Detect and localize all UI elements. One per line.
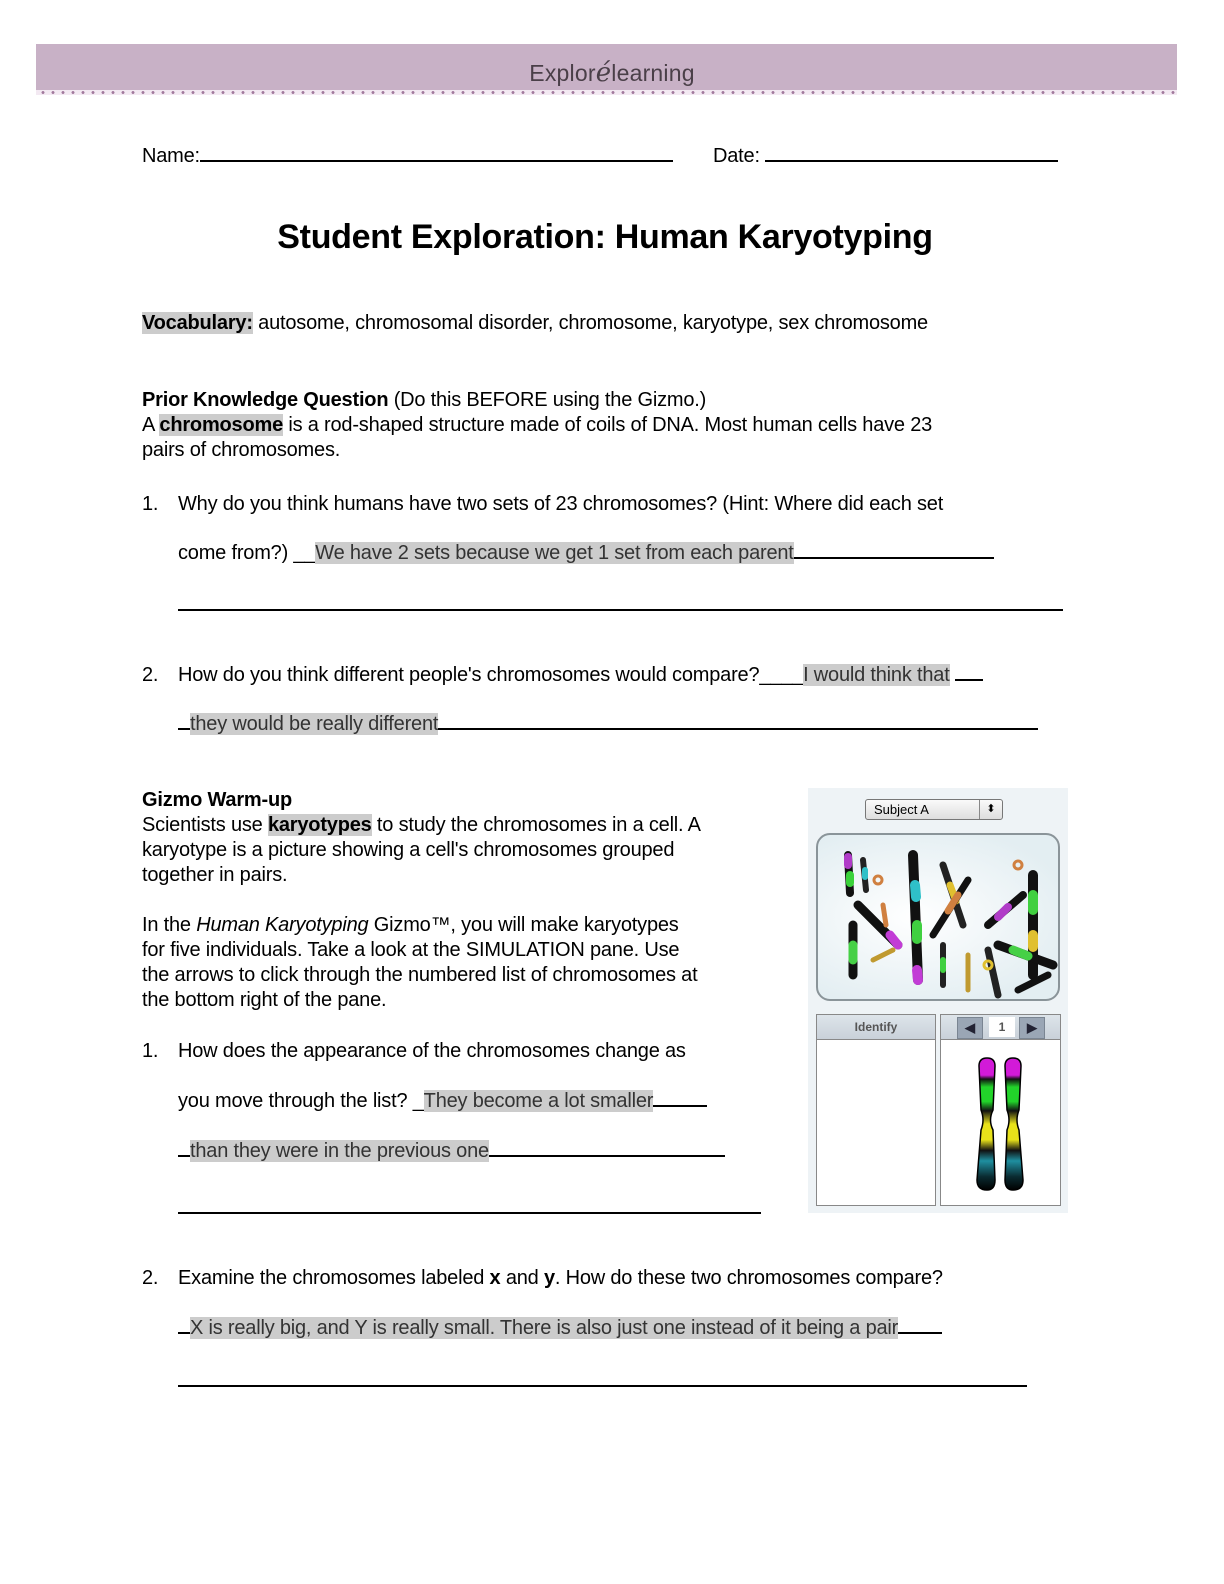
chromosome-number: 1 xyxy=(989,1017,1015,1037)
pk-q2-number: 2. xyxy=(142,664,159,686)
page-title: Student Exploration: Human Karyotyping xyxy=(277,218,933,256)
wu-q1-line2[interactable]: you move through the list? _They become a lot smaller xyxy=(178,1089,707,1113)
wu-q1-answer-b[interactable]: than they were in the previous one xyxy=(190,1140,489,1162)
pk-q1-number: 1. xyxy=(142,493,159,515)
header-dotted-border xyxy=(36,90,1177,95)
pk-q2-answer-a[interactable]: I would think that xyxy=(803,664,950,686)
warmup-heading: Gizmo Warm-up xyxy=(142,789,292,811)
prior-knowledge-intro-line2: pairs of chromosomes. xyxy=(142,439,341,461)
pk-q1-answer-line[interactable]: come from?) __We have 2 sets because we get 1 set from each parent xyxy=(178,541,994,565)
wu-q2-answer-rule[interactable] xyxy=(178,1385,1027,1387)
select-arrows-icon: ⬍ xyxy=(979,800,1002,819)
pk-q1-answer[interactable]: We have 2 sets because we get 1 set from each parent xyxy=(315,542,794,564)
vocabulary-terms: autosome, chromosomal disorder, chromosome, karyotype, sex chromosome xyxy=(252,312,928,334)
date-blank[interactable] xyxy=(765,160,1058,162)
wu-q1-text: How does the appearance of the chromosomes change as xyxy=(178,1040,686,1062)
chromosome-term: chromosome xyxy=(159,414,283,436)
chromosome-pair-icon xyxy=(941,1040,1060,1206)
date-label: Date: xyxy=(713,145,760,167)
wu-q1-answer-a[interactable]: They become a lot smaller xyxy=(423,1090,654,1112)
name-field[interactable] xyxy=(142,144,673,168)
subject-select[interactable]: Subject A ⬍ xyxy=(865,799,1003,820)
chromosomes-scatter-icon xyxy=(818,835,1058,999)
wu-q2-number: 2. xyxy=(142,1267,159,1289)
pk-q2-line1[interactable]: How do you think different people's chromosomes would compare?____I would think that xyxy=(178,663,983,687)
name-blank[interactable] xyxy=(200,160,673,162)
warmup-p2-line2: for five individuals. Take a look at the SIMULATION pane. Use xyxy=(142,939,680,961)
identify-header: Identify xyxy=(817,1015,935,1040)
prior-knowledge-intro: A chromosome is a rod-shaped structure made of coils of DNA. Most human cells have 23 xyxy=(142,414,933,436)
warmup-p1-line1: Scientists use karyotypes to study the chromosomes in a cell. A xyxy=(142,814,701,836)
wu-q1-number: 1. xyxy=(142,1040,159,1062)
wu-q1-line3[interactable] xyxy=(178,1139,725,1163)
wu-q2-line2[interactable] xyxy=(178,1316,942,1340)
chromosome-cell-view xyxy=(816,833,1060,1001)
name-label: Name: xyxy=(142,145,200,167)
vocabulary-label: Vocabulary: xyxy=(142,312,253,334)
pk-q2-line2[interactable] xyxy=(178,712,1038,736)
date-field[interactable] xyxy=(713,144,1058,168)
prev-chromosome-button[interactable]: ◀ xyxy=(957,1017,983,1039)
wu-q1-answer-rule[interactable] xyxy=(178,1212,761,1214)
explorelearning-logo: Explorélearning xyxy=(529,58,695,88)
vocabulary-line xyxy=(142,311,928,335)
chromosome-viewer-panel xyxy=(940,1014,1061,1206)
pk-q2-answer-b[interactable]: they would be really different xyxy=(190,713,439,735)
karyotypes-term: karyotypes xyxy=(267,814,372,836)
pk-q1-answer-rule[interactable] xyxy=(178,609,1063,611)
warmup-p1-line3: together in pairs. xyxy=(142,864,288,886)
chromosome-nav xyxy=(941,1015,1060,1040)
gizmo-screenshot xyxy=(808,788,1068,1213)
next-chromosome-button[interactable]: ▶ xyxy=(1019,1017,1045,1039)
warmup-p2-line1: In the Human Karyotyping Gizmo™, you will make karyotypes xyxy=(142,914,679,936)
warmup-p2-line4: the bottom right of the pane. xyxy=(142,989,387,1011)
prior-knowledge-heading: Prior Knowledge Question (Do this BEFORE using the Gizmo.) xyxy=(142,389,707,411)
warmup-p1-line2: karyotype is a picture showing a cell's chromosomes grouped xyxy=(142,839,675,861)
identify-panel xyxy=(816,1014,936,1206)
pk-q1-text: Why do you think humans have two sets of 23 chromosomes? (Hint: Where did each set xyxy=(178,493,944,515)
warmup-p2-line3: the arrows to click through the numbered list of chromosomes at xyxy=(142,964,698,986)
wu-q2-answer[interactable]: X is really big, and Y is really small. There is also just one instead of it being a pair xyxy=(190,1317,899,1339)
wu-q2-text: Examine the chromosomes labeled x and y. How do these two chromosomes compare? xyxy=(178,1267,943,1289)
